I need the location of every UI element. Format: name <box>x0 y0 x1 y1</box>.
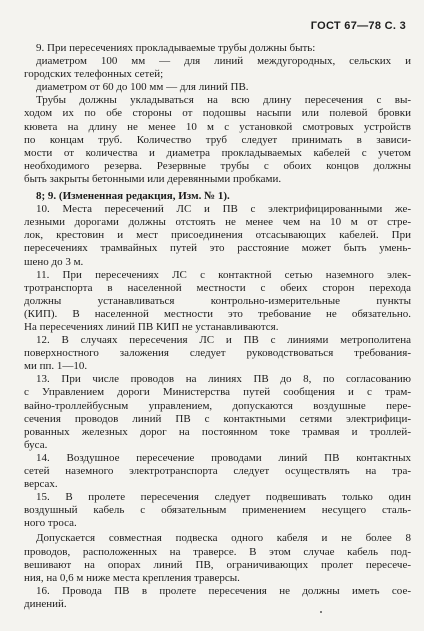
text-line-p13-4: сечения проводов линий ПВ с контактными сетями электрифици- <box>24 412 411 425</box>
text-line-p13-5: рованных железных дорог на постоянном токе трамвая и троллей- <box>24 425 411 438</box>
text-line-p13-3: вайно-троллейбусным управлением, допускаются воздушные пере- <box>24 399 411 412</box>
text-line-ed-1: 8; 9. (Измененная редакция, Изм. № 1). <box>36 190 230 203</box>
text-line-p15-1: 15. В пролете пересечения следует подвешивать только один <box>36 491 411 504</box>
text-line-p15-6: вешивают на опорах линий ПВ, ограничивающих пролет пересече- <box>24 558 411 571</box>
text-line-p14-1: 14. Воздушное пересечение проводами линий ПВ контактных <box>36 451 411 464</box>
text-line-p11-1: 11. При пересечениях ЛС с контактной сетью наземного элек- <box>36 268 411 281</box>
page-header: ГОСТ 67—78 С. 3 <box>310 20 406 32</box>
text-line-p11-3: должны устанавливаться контрольно-измерительные пункты <box>24 294 411 307</box>
text-line-p9-9: мости от количества и диаметра прокладываемых кабелей с учетом <box>24 146 411 159</box>
text-line-p14-2: сетей наземного электротранспорта следует осуществлять на тра- <box>24 465 411 477</box>
text-line-p12-3: ми пп. 1—10. <box>24 360 88 373</box>
text-line-p16-2: динений. <box>24 597 67 610</box>
text-line-p14-3: версах. <box>24 478 58 491</box>
text-line-p11-4: (КИП). В населенной местности это требование не обязательно. <box>24 307 411 320</box>
text-line-p9-3: городских телефонных сетей; <box>24 68 164 81</box>
text-line-p16-1: 16. Провода ПВ в пролете пересечения не должны иметь сое- <box>36 584 411 597</box>
text-line-p15-5: проводов, расположенных на траверсе. В этом случае кабель под- <box>24 545 411 558</box>
text-line-p9-10: необходимого резерва. Резервные трубы с обоих концов должны <box>24 159 411 172</box>
text-line-p9-8: по концам труб. Количество труб следует принимать в зависи- <box>24 133 411 146</box>
text-line-p9-7: кювета на длину не менее 10 м с установкой смотровых устройств <box>24 120 411 133</box>
text-line-p11-5: На пересечениях линий ПВ КИП не устанавливаются. <box>24 320 279 333</box>
text-line-p15-4: Допускается совместная подвеска одного кабеля и не более 8 <box>36 532 411 545</box>
text-line-p13-2: с Управлением дороги Министерства путей сообщения и с трам- <box>24 386 411 399</box>
text-line-p9-4: диаметром от 60 до 100 мм — для линий ПВ. <box>36 81 249 94</box>
text-line-p11-2: тротранспорта в населенной местности с обеих сторон перехода <box>24 281 411 294</box>
text-line-p13-6: буса. <box>24 438 48 451</box>
text-line-p10-2: лезными дорогами должны отстоять не менее чем на 10 м от стре- <box>24 216 411 229</box>
text-line-p15-3: ного троса. <box>24 517 77 530</box>
scan-speck <box>320 611 322 613</box>
text-line-p10-5: шено до 3 м. <box>24 255 84 268</box>
text-line-p9-5: Трубы должны укладываться на всю длину пересечения с вы- <box>36 94 411 107</box>
text-line-p9-11: быть закрыты бетонными или деревянными пробками. <box>24 172 282 185</box>
text-line-p10-1: 10. Места пересечений ЛС и ПВ с электрифицированными же- <box>36 203 411 216</box>
text-line-p9-2: диаметром 100 мм — для линий междугородных, сельских и <box>36 55 411 68</box>
text-line-p12-2: поверхностного заложения следует руководствоваться требования- <box>24 347 411 360</box>
text-line-p15-2: воздушный кабель с обязательным применением несущего сталь- <box>24 504 411 517</box>
text-line-p10-3: лок, крестовин и мест присоединения отсасывающих кабелей. При <box>24 229 411 242</box>
text-line-p9-6: ходом их по обе стороны от подошвы насыпи или полевой бровки <box>24 107 411 120</box>
text-line-p13-1: 13. При числе проводов на линиях ПВ до 8, по согласованию <box>36 373 411 386</box>
text-line-p12-1: 12. В случаях пересечения ЛС и ПВ с линиями метрополитена <box>36 334 411 347</box>
text-line-p15-7: ния, на 0,6 м ниже места крепления траверсы. <box>24 571 240 584</box>
document-body <box>0 42 424 611</box>
text-line-p10-4: пересечениях трамвайных путей это расстояние может быть умень- <box>24 242 411 255</box>
text-line-p9-1: 9. При пересечениях прокладываемые трубы должны быть: <box>36 42 316 54</box>
